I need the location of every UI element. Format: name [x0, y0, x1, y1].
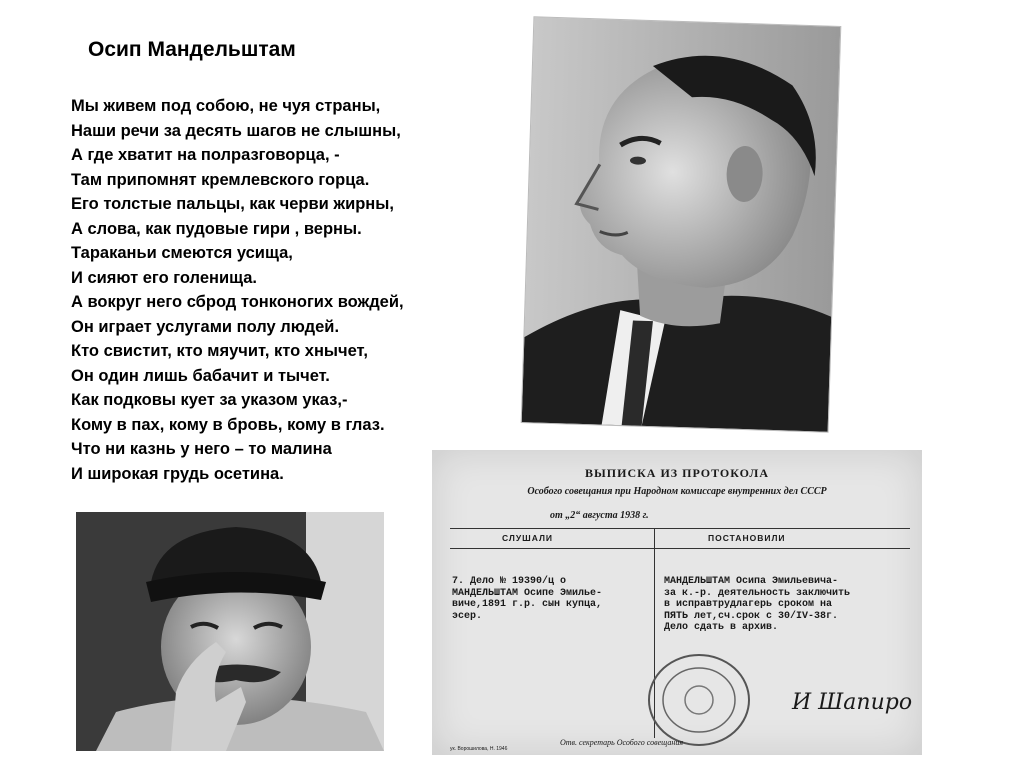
document-date: от „2“ августа 1938 г. — [550, 510, 649, 521]
poem-line: А где хватит на полразговорца, - — [71, 146, 340, 164]
poem-line: А вокруг него сброд тонконогих вождей, — [71, 293, 404, 311]
decided-text: МАНДЕЛЬШТАМ Осипа Эмильевича- за к.-р. деятельность заключить в исправтрудлагерь сроком на ПЯТЬ лет,сч.срок с 30/IV-38г. Дело сдать в архив. — [664, 576, 851, 633]
poem-line: И сияют его голенища. — [71, 268, 257, 287]
print-mark: ук. Ворошилова, Н. 1946 — [450, 746, 508, 752]
page-title: Осип Мандельштам — [88, 38, 296, 61]
divider-line — [450, 528, 910, 529]
divider-line — [450, 548, 910, 549]
poet-portrait-photo — [522, 17, 841, 431]
column-decided-header: ПОСТАНОВИЛИ — [708, 533, 786, 543]
signature: И Шапиро — [792, 690, 913, 715]
column-heard-header: СЛУШАЛИ — [502, 533, 554, 543]
poem-line: Наши речи за десять шагов не слышны, — [71, 121, 401, 140]
poem-line: Тараканьи смеются усища, — [71, 244, 293, 262]
poem-line: Кому в пах, кому в бровь, кому в глаз. — [71, 415, 385, 434]
poem-text — [71, 94, 404, 486]
poem-line: Он играет услугами полу людей. — [71, 317, 340, 336]
poem-line: Кто свистит, кто мяучит, кто хнычет, — [71, 342, 368, 360]
document-subheading: Особого совещания при Народном комиссаре внутренних дел СССР — [527, 486, 827, 497]
poem-line: Там припомнят кремлевского горца. — [71, 170, 370, 189]
document-heading: ВЫПИСКА ИЗ ПРОТОКОЛА — [584, 466, 769, 480]
stamp-seal-icon — [644, 650, 754, 750]
poem-line: Он один лишь бабачит и тычет. — [71, 366, 330, 385]
heard-text: 7. Дело № 19390/ц о МАНДЕЛЬШТАМ Осипе Эмилье- виче,1891 г.р. сын купца, эсер. — [452, 576, 603, 622]
document-footer: Отв. секретарь Особого совещания — [560, 738, 684, 747]
poem-line: Мы живем под собою, не чуя страны, — [71, 97, 381, 115]
poem-line: Что ни казнь у него – то малина — [71, 440, 332, 458]
poem-line: И широкая грудь осетина. — [71, 464, 284, 483]
poem-line: А слова, как пудовые гири , верны. — [71, 219, 362, 238]
poem-line: Его толстые пальцы, как черви жирны, — [71, 195, 394, 213]
protocol-excerpt-document — [432, 450, 922, 755]
stalin-photo — [76, 512, 384, 751]
poem-line: Как подковы кует за указом указ,- — [71, 391, 348, 409]
